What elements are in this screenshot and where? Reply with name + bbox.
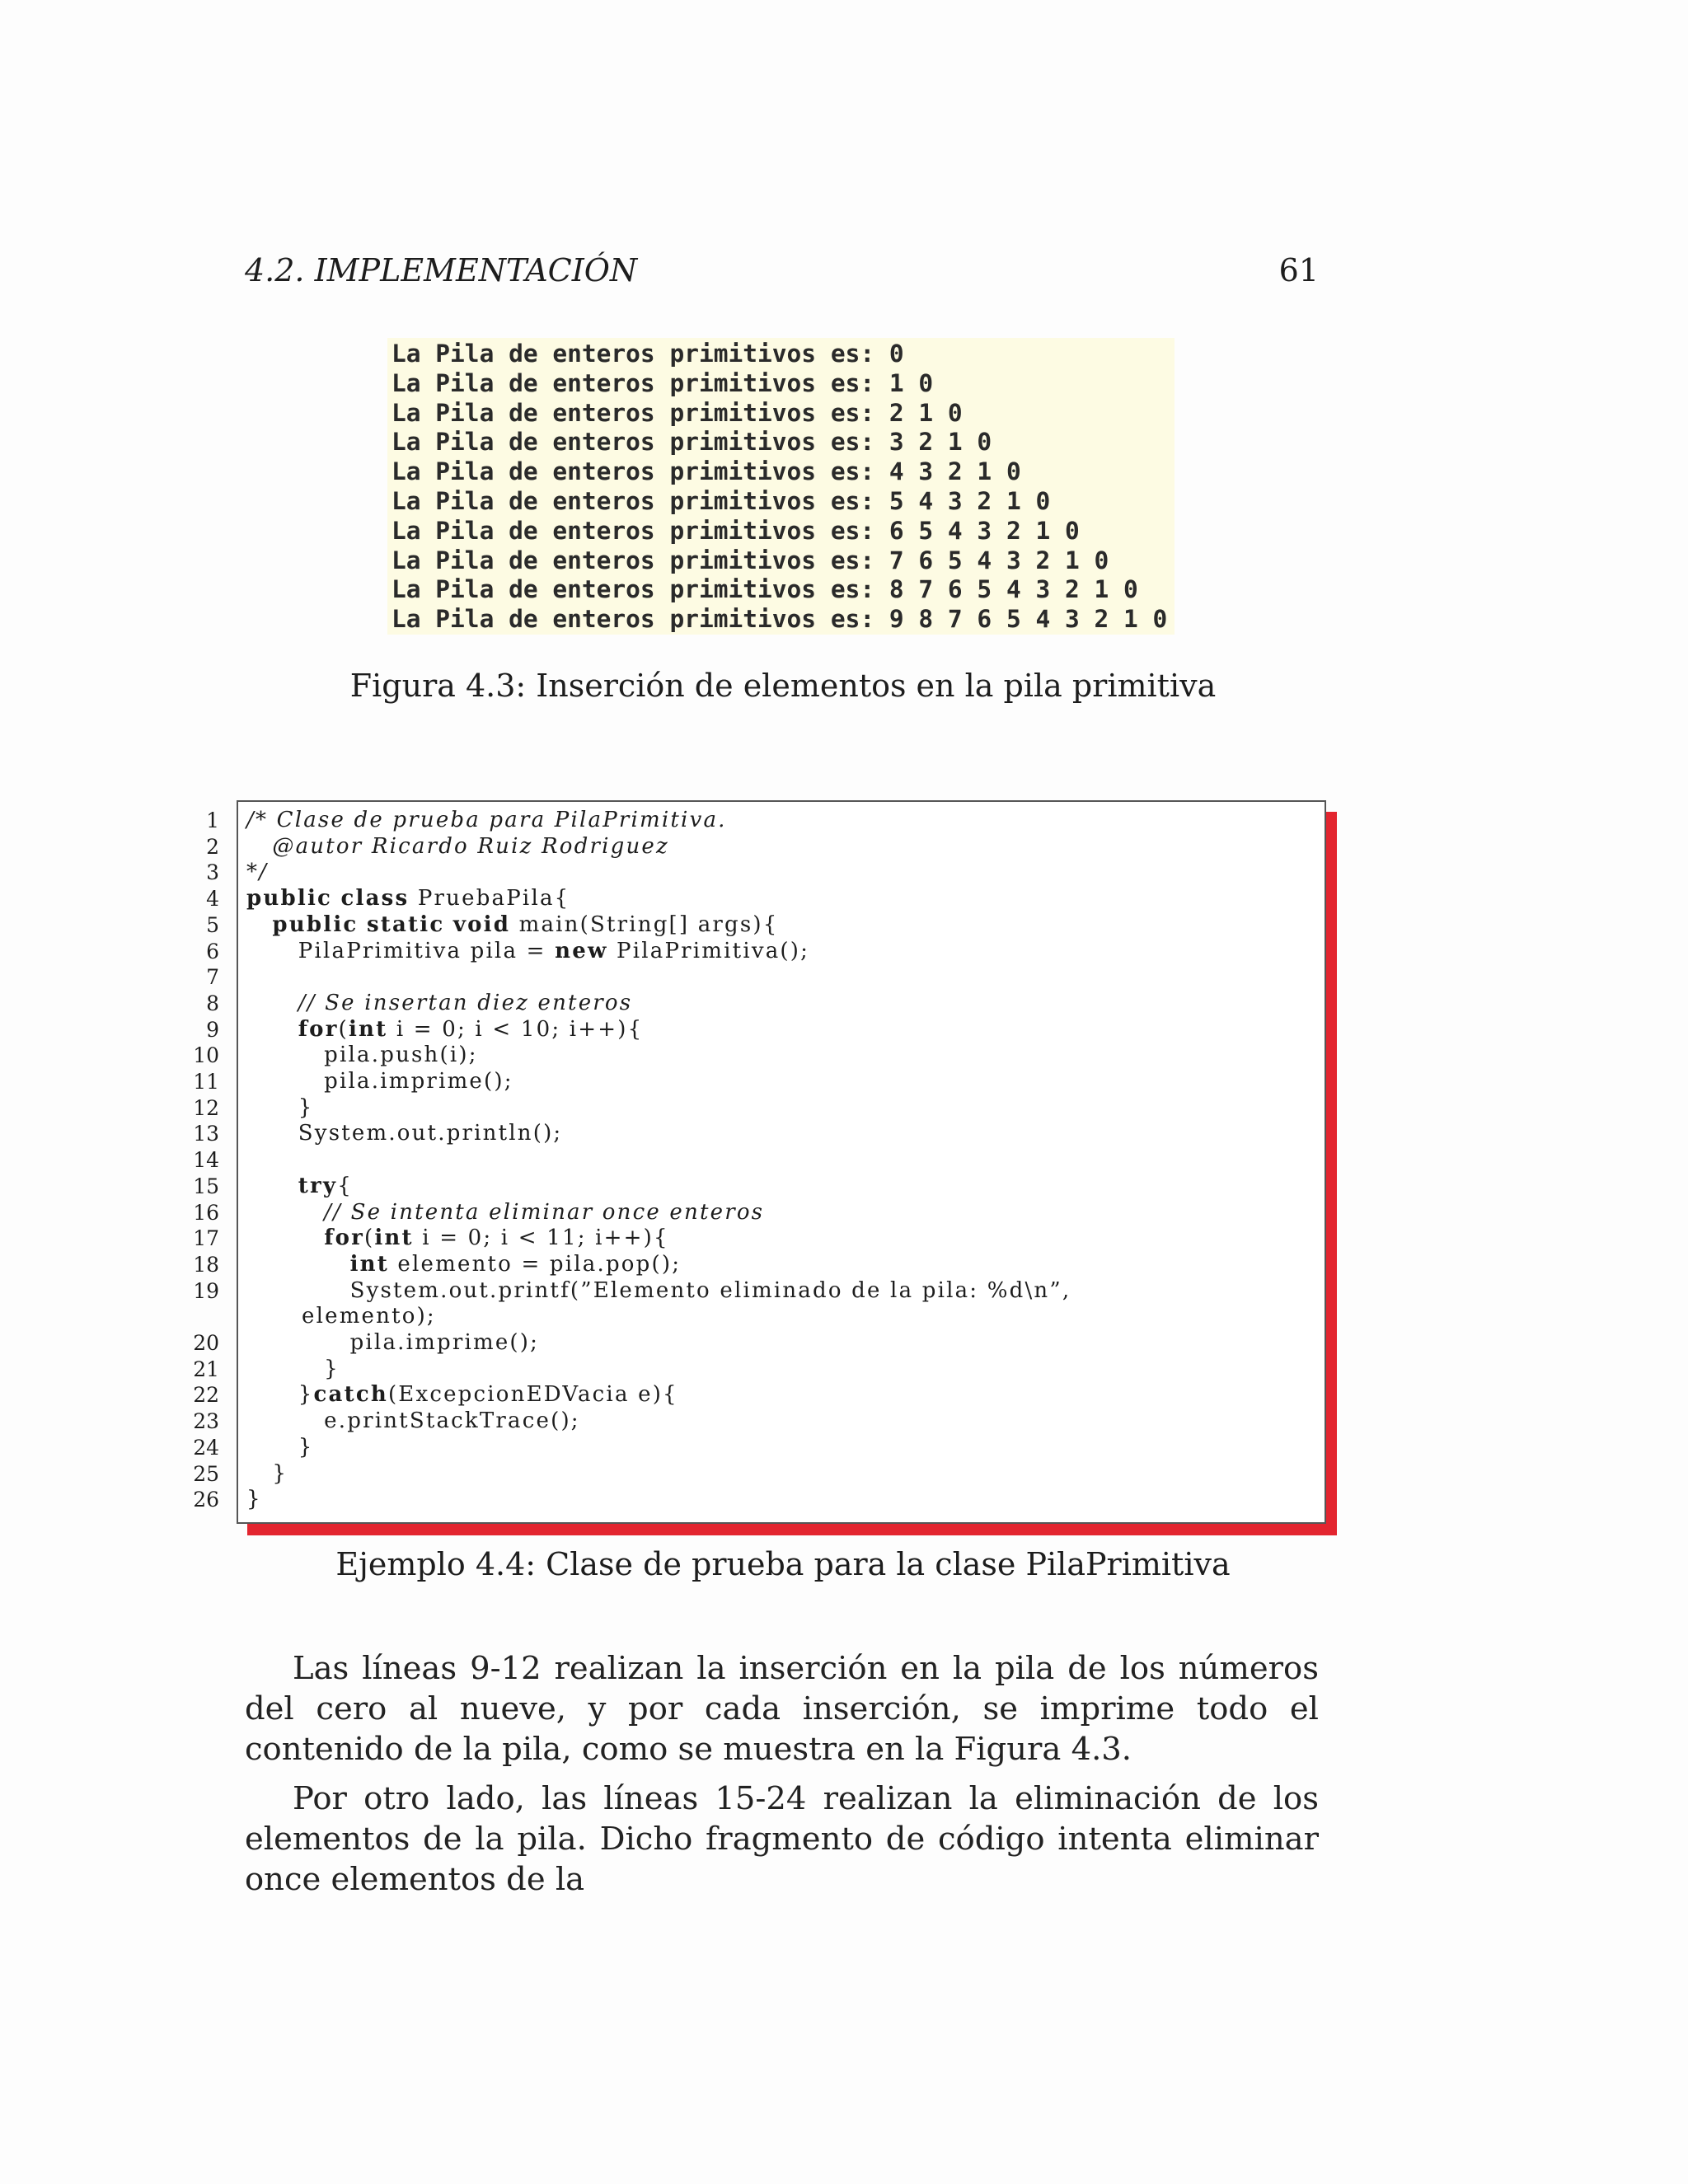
code-line [0,1487,1566,1513]
terminal-output-figure [387,338,1175,635]
terminal-line: La Pila de enteros primitivos es: 3 2 1 0 [392,428,992,457]
code-line [0,1357,1566,1383]
code-text: } [246,1094,314,1120]
code-line [0,1278,1566,1305]
line-number: 14 [193,1148,219,1173]
line-number: 19 [193,1278,219,1303]
code-text: public class PruebaPila{ [246,886,570,912]
terminal-line: La Pila de enteros primitivos es: 6 5 4 3 2 1 0 [392,516,1080,545]
code-line [0,1382,1566,1408]
code-text: try{ [298,1173,353,1198]
code-line [0,1147,1566,1174]
code-text: }catch(ExcepcionEDVacia e){ [246,1382,678,1408]
code-line [0,860,1566,886]
page-number: 61 [1278,252,1319,288]
code-text: // Se insertan diez enteros [246,990,633,1015]
code-text: } [246,1356,340,1381]
line-number: 2 [206,834,219,859]
code-text: PilaPrimitiva pila = new PilaPrimitiva(); [246,938,810,963]
terminal-line: La Pila de enteros primitivos es: 8 7 6 5 4 3 2 1 0 [392,575,1138,604]
line-number: 24 [193,1435,219,1460]
code-text: // Se intenta eliminar once enteros [246,1199,765,1225]
code-line [0,1174,1566,1200]
code-text: System.out.printf(”Elemento eliminado de la pila: %d\n”, [246,1277,1071,1303]
line-number: 7 [206,965,219,990]
line-number: 16 [193,1200,219,1225]
line-number: 18 [193,1252,219,1277]
code-line [0,834,1566,860]
code-text: /* Clase de prueba para PilaPrimitiva. [246,808,727,832]
code-text: pila.imprime(); [246,1330,540,1355]
terminal-line: La Pila de enteros primitivos es: 5 4 3 2 1 0 [392,486,1051,515]
code-text: for(int i = 0; i < 11; i++){ [324,1226,669,1251]
example-caption: Ejemplo 4.4: Clase de prueba para la clase PilaPrimitiva [335,1546,1231,1582]
code-text: pila.imprime(); [246,1069,513,1094]
code-line [0,1408,1566,1435]
code-line [0,991,1566,1017]
line-number: 12 [193,1095,219,1120]
code-line [0,1461,1566,1488]
code-line [0,1043,1566,1069]
code-text: System.out.println(); [246,1121,563,1146]
line-number: 4 [206,887,219,912]
line-number: 15 [193,1174,219,1198]
terminal-line: La Pila de enteros primitivos es: 9 8 7 6 5 4 3 2 1 0 [392,605,1168,634]
body-paragraph: Las líneas 9-12 realizan la inserción en la pila de los números del cero al nueve, y por cada inserción, se imprime todo el contenido de la pila, como se muestra en la Figura 4.3. [245,1650,1319,1768]
code-text: } [246,1434,314,1460]
code-line [0,939,1566,965]
line-number: 22 [193,1383,219,1408]
line-number: 17 [193,1226,219,1251]
line-number: 6 [206,939,219,963]
code-line [0,886,1566,912]
terminal-line: La Pila de enteros primitivos es: 1 0 [392,368,934,397]
line-number: 20 [193,1331,219,1355]
code-text: for(int i = 0; i < 10; i++){ [298,1016,644,1042]
code-line [0,1200,1566,1226]
figure-caption: Figura 4.3: Inserción de elementos en la pila primitiva [349,668,1217,704]
terminal-line: La Pila de enteros primitivos es: 4 3 2 1 0 [392,457,1021,486]
body-paragraph: Por otro lado, las líneas 15-24 realizan la eliminación de los elementos de la pila. Dicho fragmento de código intenta eliminar once elementos de la [245,1780,1319,1898]
line-number: 26 [193,1488,219,1512]
code-line [0,1226,1566,1252]
line-number: 8 [206,991,219,1015]
code-line [0,1435,1566,1461]
code-line [0,1121,1566,1147]
code-line [0,1304,1566,1330]
code-text: int elemento = pila.pop(); [349,1251,682,1277]
code-text: } [246,1460,288,1486]
code-line [0,1017,1566,1043]
code-text: @autor Ricardo Ruiz Rodriguez [246,833,669,859]
code-text: pila.push(i); [246,1043,478,1068]
line-number: 9 [206,1017,219,1042]
line-number: 5 [206,912,219,937]
line-number: 3 [206,860,219,885]
code-text: public static void main(String[] args){ [272,912,779,937]
code-text: elemento); [302,1304,436,1329]
line-number: 23 [193,1409,219,1434]
code-line [0,1069,1566,1095]
line-number: 11 [193,1070,219,1094]
code-line [0,808,1566,834]
code-line [0,1095,1566,1122]
terminal-line: La Pila de enteros primitivos es: 7 6 5 4 3 2 1 0 [392,546,1109,574]
line-number: 21 [193,1357,219,1381]
terminal-line: La Pila de enteros primitivos es: 0 [392,340,904,368]
code-text: e.printStackTrace(); [246,1408,580,1434]
running-header [245,252,1319,302]
code-text: } [246,1487,262,1512]
line-number: 1 [206,808,219,832]
code-line [0,1252,1566,1278]
code-line [0,912,1566,939]
code-line [0,964,1566,991]
code-line [0,1330,1566,1357]
line-number: 13 [193,1122,219,1146]
line-number: 25 [193,1461,219,1486]
terminal-line: La Pila de enteros primitivos es: 2 1 0 [392,398,963,427]
line-number: 10 [193,1043,219,1068]
section-title: 4.2. IMPLEMENTACIÓN [245,252,638,288]
code-text: */ [246,860,269,885]
